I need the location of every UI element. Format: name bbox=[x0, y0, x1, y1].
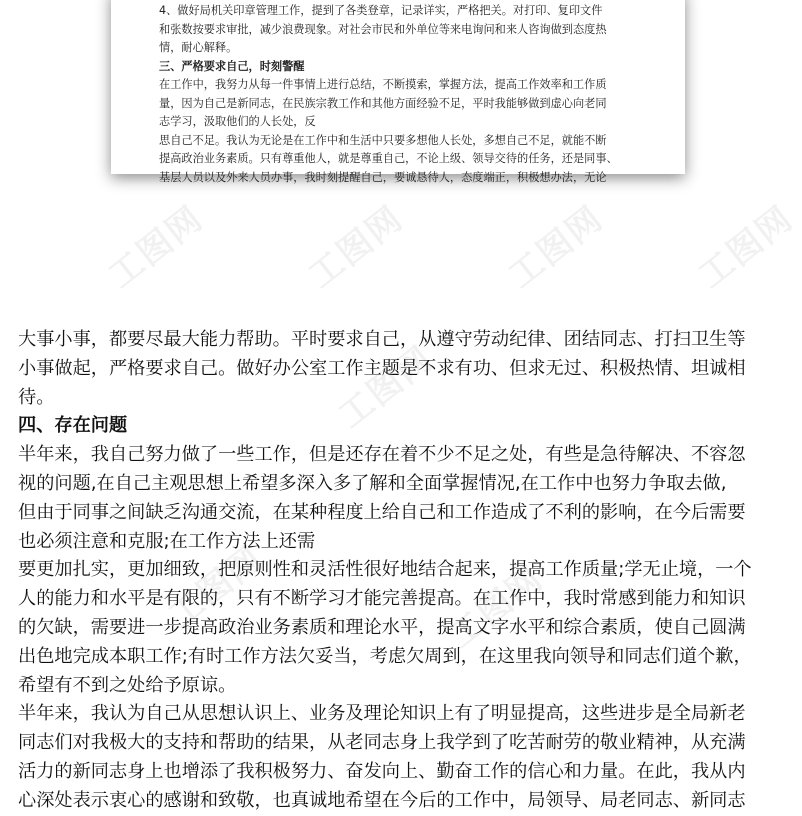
preview-section-heading: 三、严格要求自己，时刻警醒 bbox=[159, 59, 305, 73]
preview-line: 量，因为自己是新同志，在民族宗教工作和其他方面经验不足，平时我能够做到虚心向老同 bbox=[159, 96, 607, 110]
watermark: 工图网 bbox=[501, 198, 612, 297]
body-line: 也必须注意和克服;在工作方法上还需 bbox=[18, 530, 316, 552]
preview-line: 在工作中，我努力从每一件事情上进行总结，不断摸索，掌握方法，提高工作效率和工作质 bbox=[159, 78, 607, 91]
watermark: 工图网 bbox=[161, 538, 272, 637]
body-line: 心深处表示衷心的感谢和致敬，也真诚地希望在今后的工作中，局领导、局老同志、新同志 bbox=[18, 789, 746, 811]
body-line: 人的能力和水平是有限的，只有不断学习才能完善提高。在工作中，我时常感到能力和知识 bbox=[18, 588, 746, 610]
preview-text-block bbox=[159, 2, 669, 187]
body-line: 但由于同事之间缺乏沟通交流，在某种程度上给自己和工作造成了不利的影响，在今后需要 bbox=[18, 501, 746, 523]
body-line: 视的问题,在自己主观思想上希望多深入多了解和全面掌握情况,在工作中也努力争取去做, bbox=[18, 472, 727, 494]
preview-line: 和张数按要求审批，减少浪费现象。对社会市民和外单位等来电询问和来人咨询做到态度热 bbox=[159, 22, 607, 36]
body-line: 待。 bbox=[18, 386, 55, 408]
body-line: 活力的新同志身上也增添了我积极努力、奋发向上、勤奋工作的信心和力量。在此，我从内 bbox=[18, 760, 746, 782]
body-line: 小事做起，严格要求自己。做好办公室工作主题是不求有功、但求无过、积极热情、坦诚相 bbox=[18, 357, 746, 379]
body-line: 的欠缺，需要进一步提高政治业务素质和理论水平，提高文字水平和综合素质，使自己圆满 bbox=[18, 616, 746, 638]
preview-line: 提高政治业务素质。只有尊重他人，就是尊重自己，不论上级、领导交待的任务，还是同事、 bbox=[159, 152, 618, 165]
preview-line: 基层人员以及外来人员办事，我时刻提醒自己，要诚恳待人，态度端正，积极想办法，无论 bbox=[159, 170, 607, 184]
body-line: 同志们对我极大的支持和帮助的结果，从老同志身上我学到了吃苦耐劳的敬业精神，从充满 bbox=[18, 732, 746, 754]
document-preview-card bbox=[111, 0, 685, 184]
section-heading: 四、存在问题 bbox=[18, 415, 128, 437]
document-body bbox=[18, 326, 782, 816]
watermark: 工图网 bbox=[101, 198, 212, 297]
body-line: 出色地完成本职工作;有时工作方法欠妥当，考虑欠周到，在这里我向领导和同志们道个歉， bbox=[18, 645, 752, 667]
preview-line: 情，耐心解释。 bbox=[159, 41, 238, 54]
watermark: 工图网 bbox=[331, 338, 442, 437]
watermark: 工图网 bbox=[691, 198, 802, 297]
preview-line: 志学习，汲取他们的人长处，反 bbox=[159, 115, 316, 128]
body-line: 半年来，我自己努力做了一些工作，但是还存在着不少不足之处，有些是急待解决、不容忽 bbox=[18, 444, 746, 466]
body-line: 大事小事，都要尽最大能力帮助。平时要求自己，从遵守劳动纪律、团结同志、打扫卫生等 bbox=[18, 329, 746, 350]
body-line: 要更加扎实，更加细致，把原则性和灵活性很好地结合起来，提高工作质量;学无止境，一个 bbox=[18, 559, 752, 581]
preview-line: 思自己不足。我认为无论是在工作中和生活中只要多想他人长处，多想自己不足，就能不断 bbox=[159, 133, 607, 147]
watermark: 工图网 bbox=[301, 198, 412, 297]
body-line: 半年来，我认为自己从思想认识上、业务及理论知识上有了明显提高，这些进步是全局新老 bbox=[18, 703, 746, 725]
preview-line: 4、做好局机关印章管理工作，提到了各类登章，记录详实，严格把关。对打印、复印文件 bbox=[159, 4, 603, 17]
watermark: 工图网 bbox=[441, 558, 552, 657]
body-line: 希望有不到之处给予原谅。 bbox=[18, 674, 237, 696]
